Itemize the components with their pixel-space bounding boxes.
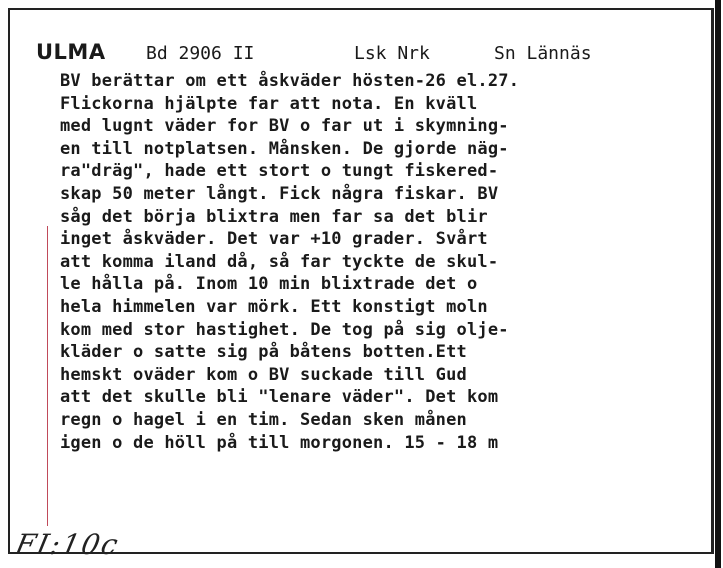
district: Lsk Nrk [354, 43, 430, 64]
card-edge [715, 0, 721, 568]
margin-line [47, 226, 48, 526]
body-line: hemskt oväder kom o BV suckade till Gud [60, 364, 467, 385]
body-line: igen o de höll på till morgonen. 15 - 18 m [60, 432, 499, 453]
body-line: le hålla på. Inom 10 min blixtrade det o [60, 274, 478, 295]
body-line: Flickorna hjälpte far att nota. En kväll [60, 93, 478, 114]
card-header [36, 40, 676, 70]
body-line: att det skulle bli "lenare väder". Det kom [60, 387, 499, 408]
archive-reference: Bd 2906 II [146, 43, 255, 64]
body-line: att komma iland då, så far tyckte de skul- [60, 251, 499, 272]
archive-name: ULMA [36, 40, 106, 64]
parish: Sn Lännäs [494, 43, 592, 64]
body-line: såg det börja blixtra men far sa det blir [60, 206, 488, 227]
body-line: hela himmelen var mörk. Ett konstigt moln [60, 296, 488, 317]
body-line: inget åskväder. Det var +10 grader. Svårt [60, 229, 488, 250]
body-line: med lugnt väder for BV o far ut i skymning- [60, 116, 509, 137]
body-line: ra"dräg", hade ett stort o tungt fiskered- [60, 161, 499, 182]
body-line: regn o hagel i en tim. Sedan sken månen [60, 409, 467, 430]
body-line: kläder o satte sig på båtens botten.Ett [60, 342, 467, 363]
handwritten-signature: FI:10c [12, 528, 123, 561]
body-line: kom med stor hastighet. De tog på sig olje- [60, 319, 509, 340]
body-line: skap 50 meter långt. Fick några fiskar. BV [60, 183, 499, 204]
card-body [60, 70, 680, 454]
body-line: en till notplatsen. Månsken. De gjorde näg- [60, 138, 509, 159]
body-line: BV berättar om ett åskväder hösten-26 el.27. [60, 71, 520, 91]
